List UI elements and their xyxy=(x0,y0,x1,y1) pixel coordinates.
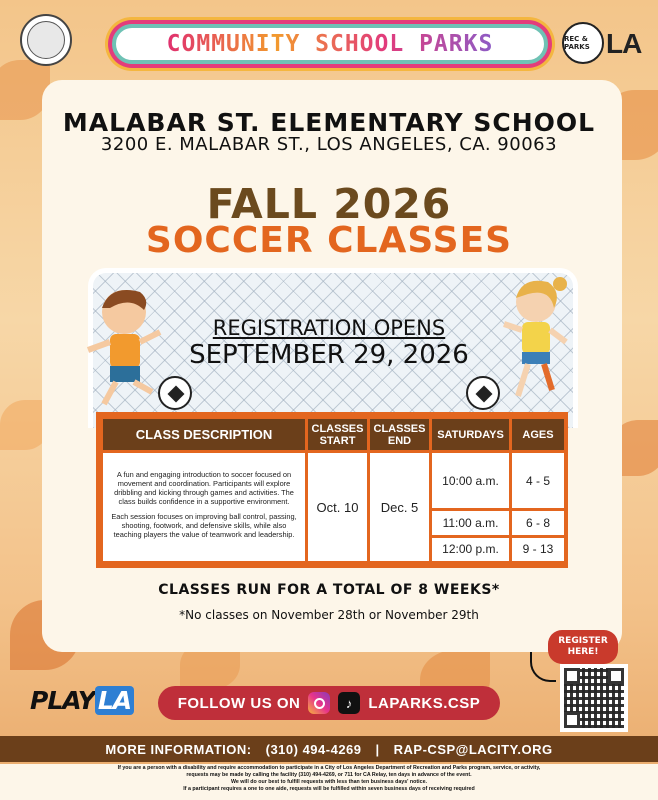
info-label: MORE INFORMATION: xyxy=(105,741,252,757)
registration-label: REGISTRATION OPENS xyxy=(212,316,446,340)
disclaimer-line-2: requests may be made by calling the facility (310) 494-4269, or 711 for CA Relay, ten days in advance of the event. xyxy=(186,772,472,778)
end-date-cell: Dec. 5 xyxy=(369,452,431,563)
description-paragraph-1: A fun and engaging introduction to soccer focused on movement and coordination. Participants will explore dribbling and kicking through games and activities. The class builds confidence in a supportive environment. xyxy=(114,469,294,506)
header-ages: AGES xyxy=(511,418,566,452)
disclaimer-line-4: If a participant requires a one to one aide, requests will be fulfilled within seven business days of receiving required xyxy=(183,786,475,792)
duration-note: CLASSES RUN FOR A TOTAL OF 8 WEEKS* xyxy=(158,582,500,598)
season-title: FALL 2026 xyxy=(206,180,452,228)
info-separator: | xyxy=(375,741,380,757)
info-email[interactable]: RAP-CSP@LACITY.ORG xyxy=(393,741,553,757)
play-la-logo xyxy=(30,686,134,715)
header-classes-start: CLASSES START xyxy=(307,418,369,452)
class-description-cell xyxy=(102,452,307,563)
ages-cell: 9 - 13 xyxy=(511,536,566,563)
disclaimer-line-1: If you are a person with a disability and require accommodation to participate in a City of Los Angeles Department of Recreation and Parks program, service, or activity, xyxy=(117,765,541,771)
time-cell: 11:00 a.m. xyxy=(431,510,511,537)
header-class-description: CLASS DESCRIPTION xyxy=(102,418,307,452)
registration-date: SEPTEMBER 29, 2026 xyxy=(189,340,469,370)
community-school-parks-banner xyxy=(112,24,548,64)
ages-cell: 4 - 5 xyxy=(511,452,566,510)
more-information-bar xyxy=(0,736,658,762)
social-handle[interactable]: LAPARKS.CSP xyxy=(368,694,481,712)
la-wordmark: LA xyxy=(606,28,642,59)
start-date-cell: Oct. 10 xyxy=(307,452,369,563)
follow-label: FOLLOW US ON xyxy=(177,694,301,712)
class-schedule-table xyxy=(96,412,568,568)
register-here-button[interactable]: REGISTER HERE! xyxy=(548,630,618,664)
rec-parks-badge xyxy=(562,22,604,64)
ages-cell: 6 - 8 xyxy=(511,510,566,537)
soccer-ball-right xyxy=(466,376,500,410)
accessibility-disclaimer xyxy=(0,764,658,800)
follow-us-bar[interactable] xyxy=(158,686,500,720)
info-phone[interactable]: (310) 494-4269 xyxy=(265,741,362,757)
table-row xyxy=(102,452,566,510)
play-la-prefix: PLAY xyxy=(30,686,95,715)
city-seal-logo xyxy=(20,14,72,66)
rec-parks-label: REC & PARKS xyxy=(564,35,590,51)
school-address: 3200 E. MALABAR ST., LOS ANGELES, CA. 90063 xyxy=(100,134,558,155)
header-classes-end: CLASSES END xyxy=(369,418,431,452)
instagram-icon[interactable] xyxy=(308,692,330,714)
tiktok-icon[interactable]: ♪ xyxy=(338,692,360,714)
header-saturdays: SATURDAYS xyxy=(431,418,511,452)
time-cell: 12:00 p.m. xyxy=(431,536,511,563)
description-paragraph-2: Each session focuses on improving ball control, passing, shooting, footwork, and defensive skills, while also teaching players the value of teamwork and leadership. xyxy=(111,511,297,539)
school-name: MALABAR ST. ELEMENTARY SCHOOL xyxy=(62,108,596,137)
rec-parks-la-logo xyxy=(562,22,646,66)
disclaimer-line-3: We will do our best to fulfill requests with less than ten business days' notice. xyxy=(230,779,427,785)
no-classes-note: *No classes on November 28th or November 29th xyxy=(179,608,479,622)
header xyxy=(0,0,658,78)
soccer-ball-left xyxy=(158,376,192,410)
play-la-suffix: LA xyxy=(95,686,134,715)
table-header-row xyxy=(102,418,566,452)
time-cell: 10:00 a.m. xyxy=(431,452,511,510)
registration-qr-code[interactable] xyxy=(560,664,628,732)
program-title: SOCCER CLASSES xyxy=(145,220,513,261)
banner-title: COMMUNITY SCHOOL PARKS xyxy=(166,31,494,57)
